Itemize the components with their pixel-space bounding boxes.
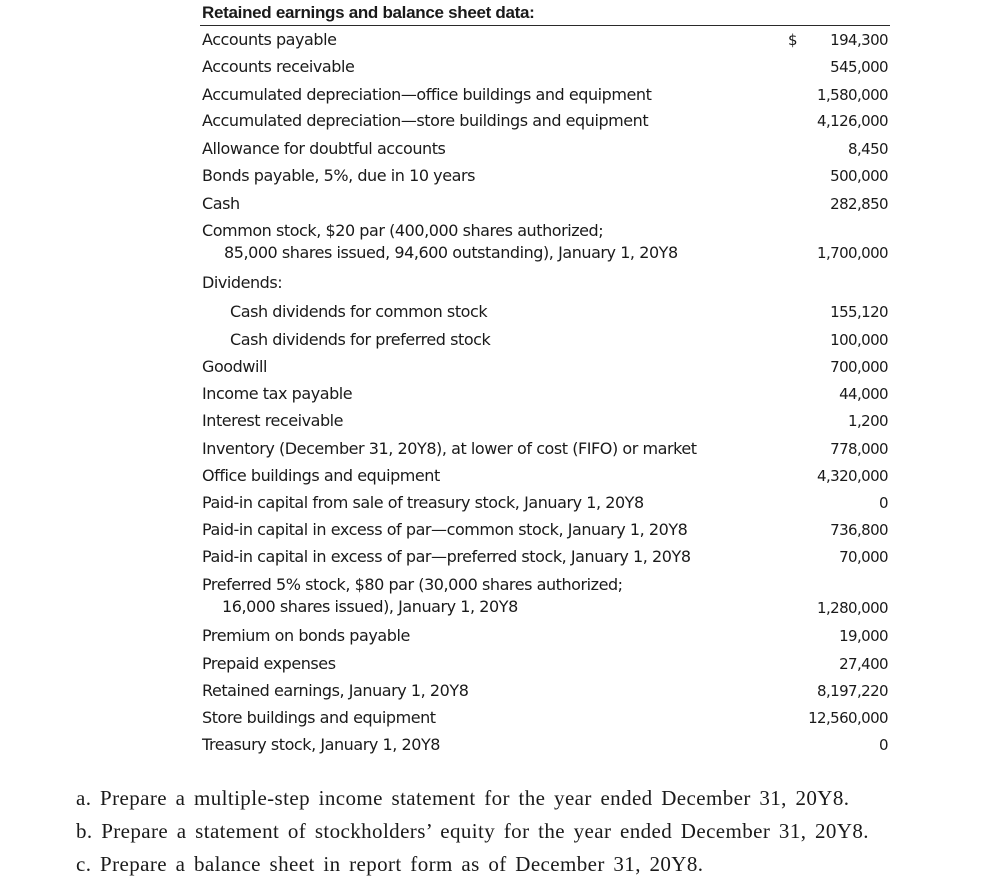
account-label: Retained earnings, January 1, 20Y8 xyxy=(202,681,469,700)
account-amount: 700,000 xyxy=(830,358,888,376)
account-label: Accounts payable xyxy=(202,30,337,49)
account-amount: 100,000 xyxy=(830,331,888,349)
account-amount: 44,000 xyxy=(839,385,888,403)
account-label xyxy=(202,574,772,618)
account-label: Cash dividends for preferred stock xyxy=(230,330,491,349)
account-label: Cash xyxy=(202,194,240,213)
account-label-continuation: 16,000 shares issued), January 1, 20Y8 xyxy=(222,597,518,616)
account-amount: 70,000 xyxy=(839,548,888,566)
account-amount: 19,000 xyxy=(839,627,888,645)
account-label-line: Preferred 5% stock, $80 par (30,000 shares authorized; xyxy=(202,575,623,594)
account-label: Accumulated depreciation—store buildings and equipment xyxy=(202,111,649,130)
account-amount: 1,700,000 xyxy=(817,244,888,262)
account-label: Allowance for doubtful accounts xyxy=(202,139,446,158)
account-amount: 8,450 xyxy=(848,140,888,158)
account-label: Premium on bonds payable xyxy=(202,626,410,645)
account-amount: 12,560,000 xyxy=(808,709,888,727)
account-amount: 27,400 xyxy=(839,655,888,673)
account-label-continuation: 85,000 shares issued, 94,600 outstanding), January 1, 20Y8 xyxy=(224,243,678,262)
account-amount: 778,000 xyxy=(830,440,888,458)
account-label: Accumulated depreciation—office buildings and equipment xyxy=(202,85,652,104)
account-amount: 0 xyxy=(879,736,888,754)
task-item: b. Prepare a statement of stockholders’ equity for the year ended December 31, 20Y8. xyxy=(76,819,869,843)
account-label: Income tax payable xyxy=(202,384,353,403)
account-amount: 4,126,000 xyxy=(817,112,888,130)
account-amount: 1,580,000 xyxy=(817,86,888,104)
account-amount: 194,300 xyxy=(830,31,888,49)
currency-symbol: $ xyxy=(788,31,798,49)
account-label-line: Common stock, $20 par (400,000 shares authorized; xyxy=(202,221,604,240)
account-amount: 0 xyxy=(879,494,888,512)
account-label: Interest receivable xyxy=(202,411,344,430)
account-label: Accounts receivable xyxy=(202,57,355,76)
account-label: Inventory (December 31, 20Y8), at lower of cost (FIFO) or market xyxy=(202,439,697,458)
account-amount: 736,800 xyxy=(830,521,888,539)
account-amount: 4,320,000 xyxy=(817,467,888,485)
account-label xyxy=(202,220,772,264)
account-label: Prepaid expenses xyxy=(202,654,336,673)
account-amount: 1,280,000 xyxy=(817,599,888,617)
task-list xyxy=(76,782,986,881)
account-label: Store buildings and equipment xyxy=(202,708,436,727)
task-item: c. Prepare a balance sheet in report form as of December 31, 20Y8. xyxy=(76,852,704,876)
account-label: Office buildings and equipment xyxy=(202,466,440,485)
account-label: Bonds payable, 5%, due in 10 years xyxy=(202,166,475,185)
account-label: Paid-in capital from sale of treasury stock, January 1, 20Y8 xyxy=(202,493,644,512)
account-amount: 8,197,220 xyxy=(817,682,888,700)
account-label: Paid-in capital in excess of par—preferred stock, January 1, 20Y8 xyxy=(202,547,691,566)
account-amount: 545,000 xyxy=(830,58,888,76)
account-amount: 155,120 xyxy=(830,303,888,321)
account-amount: 500,000 xyxy=(830,167,888,185)
account-label: Goodwill xyxy=(202,357,267,376)
heading-rule xyxy=(200,25,890,26)
section-heading: Retained earnings and balance sheet data: xyxy=(202,3,535,22)
account-label: Paid-in capital in excess of par—common stock, January 1, 20Y8 xyxy=(202,520,688,539)
account-group-label: Dividends: xyxy=(202,273,283,292)
account-label: Cash dividends for common stock xyxy=(230,302,488,321)
account-label: Treasury stock, January 1, 20Y8 xyxy=(202,735,440,754)
task-item: a. Prepare a multiple-step income statement for the year ended December 31, 20Y8. xyxy=(76,786,850,810)
account-amount: 1,200 xyxy=(848,412,888,430)
account-amount: 282,850 xyxy=(830,195,888,213)
